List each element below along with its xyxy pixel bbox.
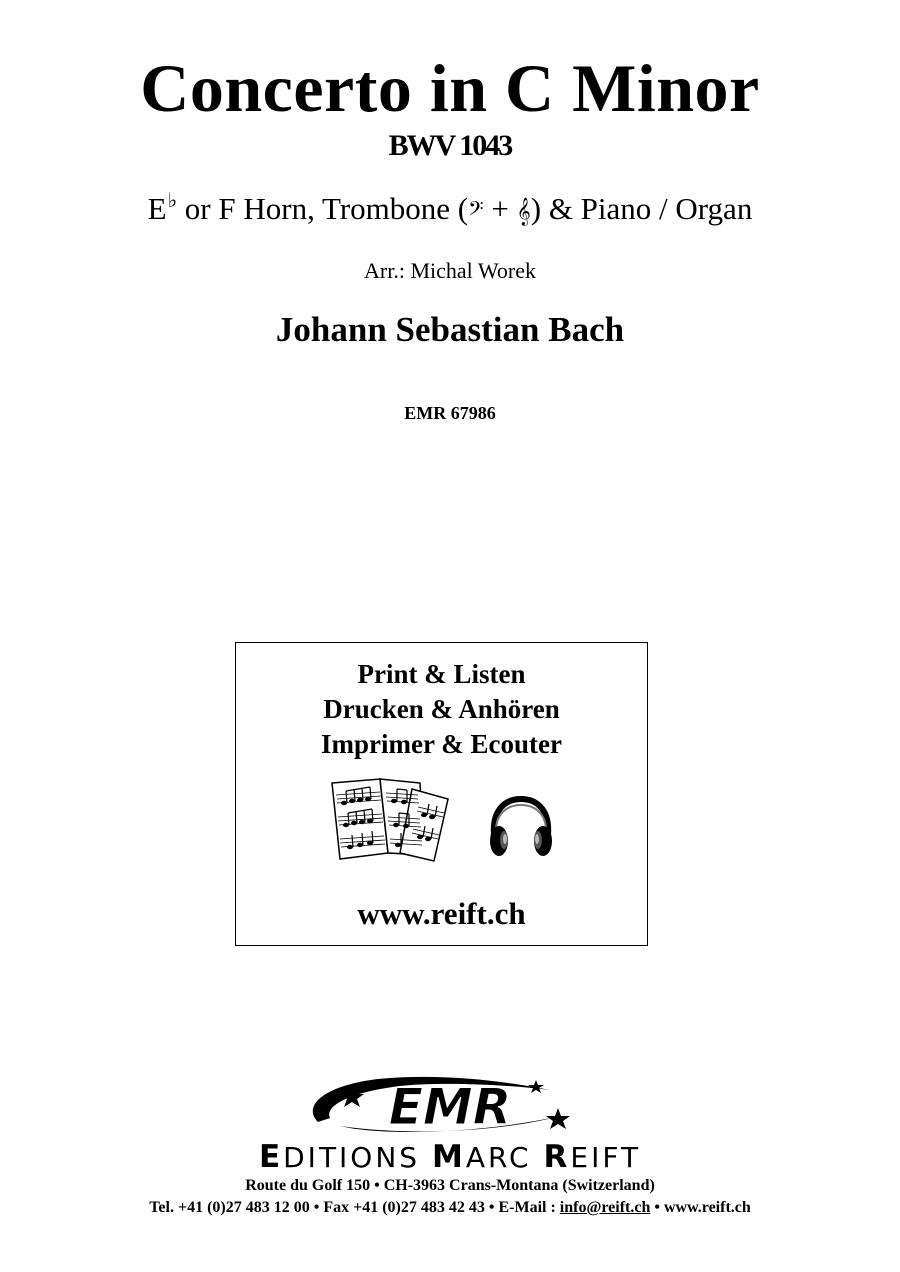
instrumentation-plus: + — [483, 191, 517, 226]
publisher-initial: M — [431, 1139, 466, 1175]
bass-clef-icon: 𝄢 — [468, 197, 484, 225]
contact-website[interactable]: • www.reift.ch — [650, 1199, 751, 1216]
publisher-name — [0, 1140, 900, 1175]
arranger: Arr.: Michal Worek — [364, 258, 536, 283]
promo-line-english: Print & Listen — [357, 659, 526, 689]
page-title: Concerto in C Minor — [140, 50, 760, 126]
treble-clef-icon: 𝄞 — [516, 197, 531, 225]
headphones-icon — [486, 795, 556, 861]
promo-line-french: Imprimer & Ecouter — [321, 729, 562, 759]
publisher-contact — [0, 1198, 900, 1218]
email-link[interactable]: info@reift.ch — [559, 1199, 651, 1216]
catalog-number: BWV 1043 — [388, 129, 512, 162]
instrumentation-text: E — [147, 191, 167, 226]
composer: Johann Sebastian Bach — [275, 310, 625, 349]
edition-number: EMR 67986 — [404, 403, 496, 423]
logo-text: EMR — [388, 1078, 512, 1136]
instrumentation-text: ) & Piano / Organ — [530, 191, 753, 226]
instrumentation — [0, 190, 900, 231]
contact-phone-fax: Tel. +41 (0)27 483 12 00 • Fax +41 (0)27 483 42 43 • E-Mail : — [149, 1199, 560, 1216]
sheet-music-icon — [328, 777, 454, 863]
publisher-word: EIFT — [570, 1141, 642, 1174]
flat-symbol: ♭ — [167, 188, 178, 212]
publisher-initial: E — [258, 1139, 284, 1175]
print-listen-box — [235, 642, 648, 946]
publisher-word: DITIONS — [283, 1141, 432, 1174]
publisher-initial: R — [543, 1139, 571, 1175]
publisher-word: ARC — [465, 1141, 544, 1174]
publisher-address: Route du Golf 150 • CH-3963 Crans-Montana (Switzerland) — [245, 1177, 655, 1194]
instrumentation-text: or F Horn, Trombone ( — [177, 191, 469, 226]
promo-line-german: Drucken & Anhören — [323, 694, 560, 724]
emr-logo — [300, 1072, 600, 1138]
website-link[interactable]: www.reift.ch — [357, 896, 526, 931]
